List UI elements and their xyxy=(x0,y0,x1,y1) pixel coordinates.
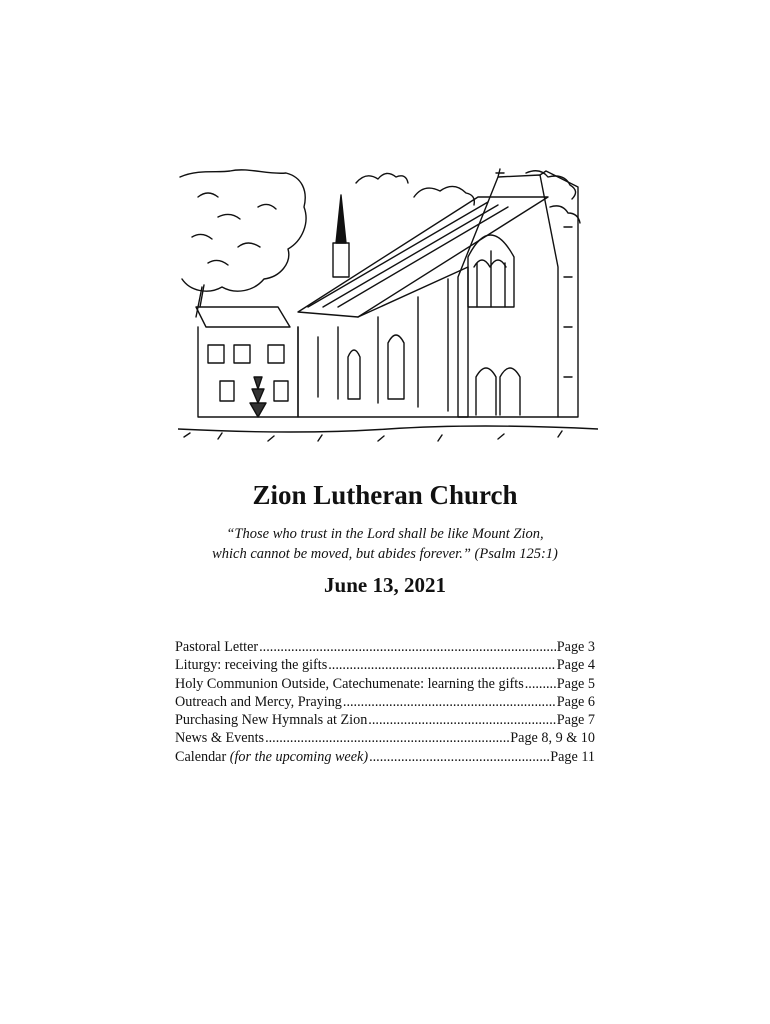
scripture-quote xyxy=(0,524,770,564)
toc-row xyxy=(175,694,595,712)
church-illustration xyxy=(178,167,598,453)
toc-label: News & Events xyxy=(175,730,265,747)
toc-label-text: Calendar xyxy=(175,748,230,765)
quote-line-1: “Those who trust in the Lord shall be like Mount Zion, xyxy=(226,526,544,542)
toc-label-italic: (for the upcoming week) xyxy=(229,748,369,765)
toc-row xyxy=(175,749,595,767)
toc-leader xyxy=(525,676,556,693)
toc-label: Liturgy: receiving the gifts xyxy=(175,657,328,674)
toc-label: Pastoral Letter xyxy=(175,639,259,655)
toc-page: Page 5 xyxy=(556,675,595,692)
toc-label: Outreach and Mercy, Praying xyxy=(175,693,342,710)
toc-leader xyxy=(368,712,555,729)
toc-label: Holy Communion Outside, Catechumenate: learning the gifts xyxy=(175,675,524,692)
toc-page: Page 4 xyxy=(556,657,595,674)
toc-label: Purchasing New Hymnals at Zion xyxy=(175,712,368,729)
bulletin-date: June 13, 2021 xyxy=(324,573,446,597)
toc-page: Page 11 xyxy=(550,748,595,765)
toc-leader xyxy=(265,730,509,747)
toc-page: Page 6 xyxy=(556,693,595,710)
toc-page: Page 3 xyxy=(556,639,595,655)
toc-page: Page 8, 9 & 10 xyxy=(510,730,595,747)
toc-row xyxy=(175,676,595,694)
church-name: Zion Lutheran Church xyxy=(252,480,518,510)
toc-page: Page 7 xyxy=(556,712,595,729)
toc-leader xyxy=(328,657,556,674)
toc-leader xyxy=(369,749,549,766)
table-of-contents xyxy=(175,639,595,767)
toc-label xyxy=(175,749,368,766)
toc-row xyxy=(175,730,595,748)
quote-line-2: which cannot be moved, but abides forever.” (Psalm 125:1) xyxy=(212,546,558,562)
toc-row xyxy=(175,712,595,730)
toc-leader xyxy=(259,639,556,656)
toc-leader xyxy=(343,694,556,711)
toc-row xyxy=(175,657,595,675)
toc-row xyxy=(175,639,595,657)
